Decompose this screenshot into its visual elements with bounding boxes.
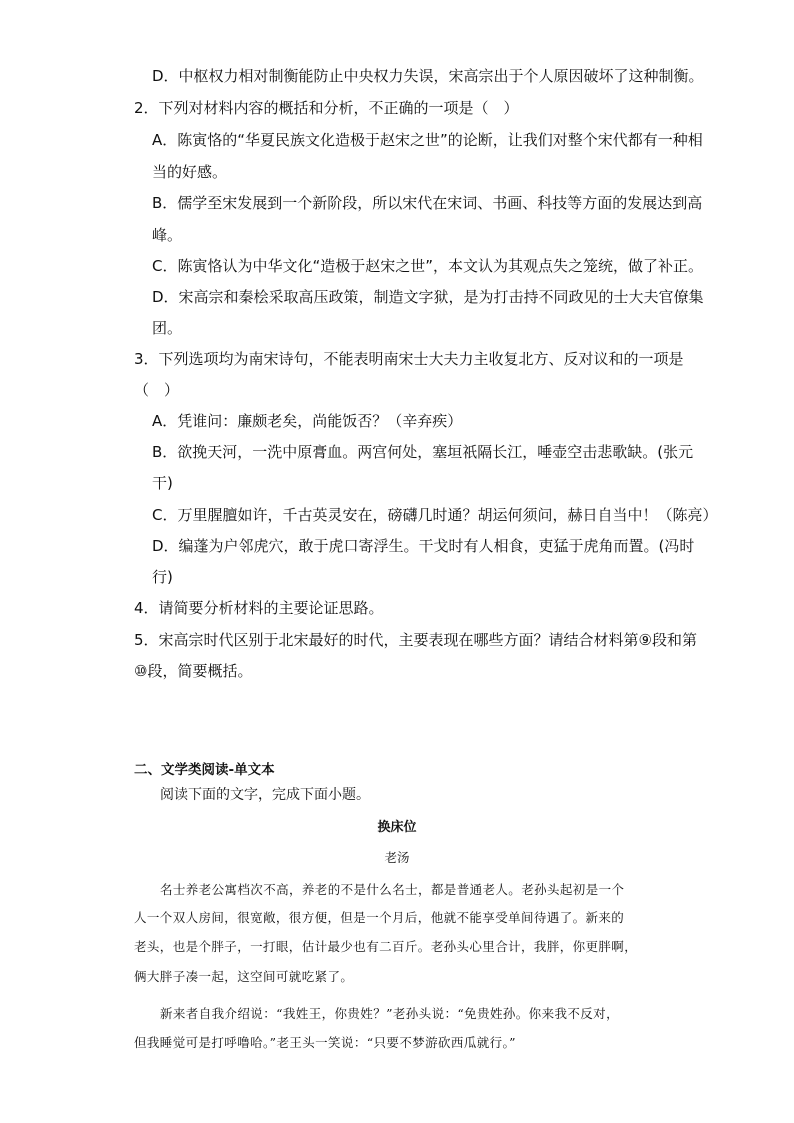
- section-instruction: 阅读下面的文字，完成下面小题。: [160, 787, 370, 803]
- story-paragraph-2: 新来者自我介绍说：“我姓王，你贵姓？”老孙头说：“免贵姓孙。你来我不反对，: [160, 1006, 619, 1021]
- q2-option-c: C．陈寅恪认为中华文化“造极于赵宋之世”，本文认为其观点失之笼统，做了补正。: [152, 257, 704, 275]
- q3-option-c: C．万里腥膻如许，千古英灵安在，磅礴几时通？胡运何须问，赫日自当中！（陈亮）: [152, 506, 718, 524]
- q4-stem: 4．请简要分析材料的主要论证思路。: [134, 599, 384, 617]
- story-paragraph-1-line-4: 俩大胖子凑一起，这空间可就吃紧了。: [134, 969, 354, 984]
- q2-option-d-cont: 团。: [152, 319, 183, 337]
- q3-option-b-cont: 干): [152, 474, 173, 492]
- q3-stem: 3．下列选项均为南宋诗句，不能表明南宋士大夫力主收复北方、反对议和的一项是: [134, 350, 684, 368]
- q3-option-a: A．凭谁问：廉颇老矣，尚能饭否？（辛弃疾）: [152, 412, 463, 430]
- q2-option-d: D．宋高宗和秦桧采取高压政策，制造文字狱，是为打击持不同政见的士大夫官僚集: [152, 288, 704, 306]
- q2-option-b: B．儒学至宋发展到一个新阶段，所以宋代在宋词、书画、科技等方面的发展达到高: [152, 194, 703, 212]
- q3-option-d-cont: 行): [152, 568, 173, 586]
- story-paragraph-1-line-3: 老头，也是个胖子，一打眼，估计最少也有二百斤。老孙头心里合计，我胖，你更胖啊，: [134, 939, 638, 954]
- q2-stem: 2．下列对材料内容的概括和分析，不正确的一项是（ ）: [134, 99, 519, 117]
- q5-stem-cont: ⑩段，简要概括。: [134, 662, 253, 680]
- section-heading: 二、文学类阅读-单文本: [134, 762, 275, 778]
- q3-option-b: B．欲挽天河，一洗中原膏血。两宫何处，塞垣祇隔长江，唾壶空击悲歌缺。(张元: [152, 443, 694, 461]
- story-paragraph-1-line-2: 人一个双人房间，很宽敞，很方便，但是一个月后，他就不能享受单间待遇了。新来的: [134, 910, 625, 925]
- q2-option-a: A．陈寅恪的“华夏民族文化造极于赵宋之世”的论断，让我们对整个宋代都有一种相: [152, 131, 703, 149]
- story-title: 换床位: [377, 820, 417, 835]
- q3-stem-cont: （ ）: [134, 381, 180, 399]
- q2-option-b-cont: 峰。: [152, 226, 183, 244]
- q2-option-a-cont: 当的好感。: [152, 163, 228, 181]
- q5-stem: 5．宋高宗时代区别于北宋最好的时代，主要表现在哪些方面？请结合材料第⑨段和第: [134, 631, 697, 649]
- story-paragraph-2-line-2: 但我睡觉可是打呼噜哈。”老王头一笑说：“只要不梦游砍西瓜就行。”: [134, 1035, 516, 1050]
- q3-option-d: D．编蓬为户邻虎穴，敢于虎口寄浮生。干戈时有人相食，吏猛于虎角而置。(冯时: [152, 537, 695, 555]
- story-paragraph-1: 名士养老公寓档次不高，养老的不是什么名士，都是普通老人。老孙头起初是一个: [160, 882, 625, 897]
- story-author: 老汤: [384, 850, 410, 865]
- q1-option-d: D．中枢权力相对制衡能防止中央权力失误，宋高宗出于个人原因破坏了这种制衡。: [152, 67, 704, 85]
